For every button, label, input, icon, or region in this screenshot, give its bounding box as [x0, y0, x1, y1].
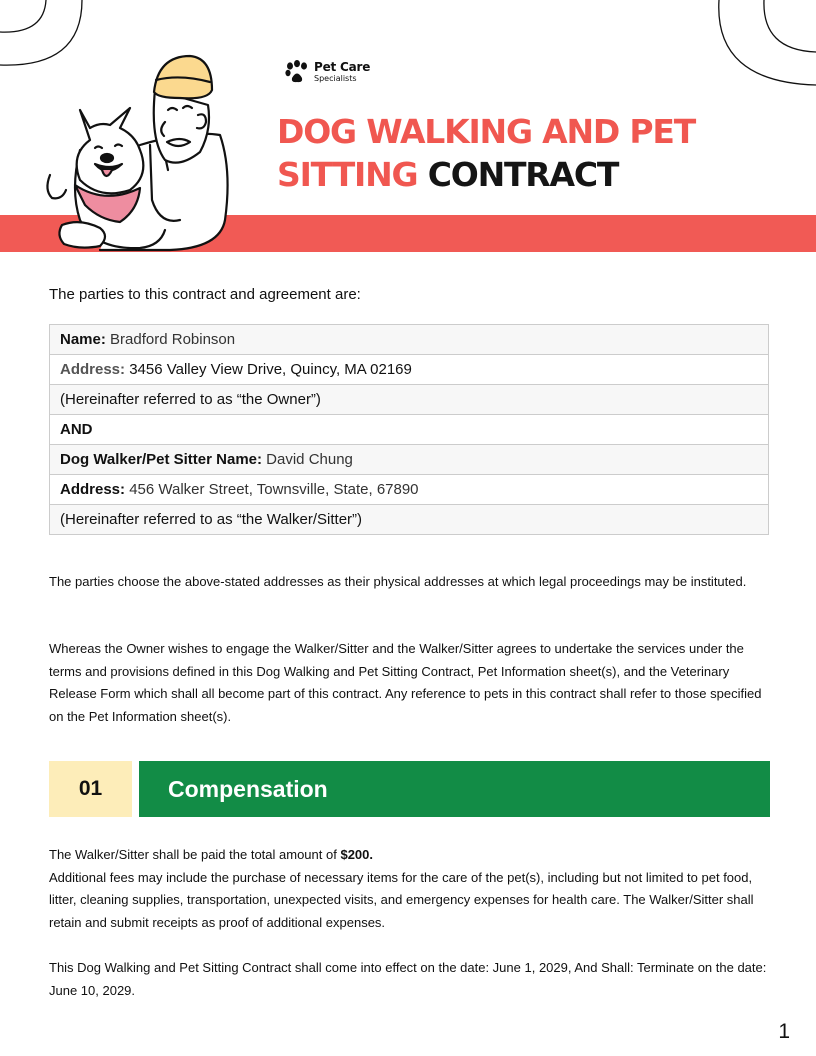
owner-name-label: Name: — [60, 331, 106, 348]
table-row — [50, 385, 769, 415]
man-and-dog-illustration — [40, 50, 240, 255]
paw-icon — [284, 60, 310, 84]
parties-table — [49, 324, 769, 535]
effective-dates-paragraph: This Dog Walking and Pet Sitting Contract shall come into effect on the date: June 1, 2029, And Shall: Terminate on the date: June 10, 2029. — [49, 960, 767, 998]
sitter-name-cell — [50, 445, 769, 475]
whereas-paragraph: Whereas the Owner wishes to engage the Walker/Sitter and the Walker/Sitter agrees to undertake the services under the terms and provisions defined in this Dog Walking and Pet Sitting Contract, Pet Information sheet(s), and the Veterinary Release Form which shall all become part of this contract. Any reference to pets in this contract shall refer to those specified on the Pet Information sheet(s). — [49, 641, 762, 724]
additional-fees-text: Additional fees may include the purchase of necessary items for the care of the pet(s), including but not limited to pet food, litter, cleaning supplies, transportation, unexpected visits, and emergency expenses for health care. The Walker/Sitter shall retain and submit receipts as proof of additional expenses. — [49, 869, 754, 930]
sitter-address-label: Address: — [60, 481, 126, 498]
intro-text: The parties to this contract and agreement are: — [49, 286, 361, 303]
owner-note-cell: (Hereinafter referred to as “the Owner”) — [50, 385, 769, 415]
table-row — [50, 475, 769, 505]
owner-address-label: Address: — [60, 361, 126, 378]
table-row — [50, 325, 769, 355]
sitter-note-cell: (Hereinafter referred to as “the Walker/Sitter”) — [50, 505, 769, 535]
table-row — [50, 505, 769, 535]
corner-arc-right-decoration — [716, 0, 816, 90]
owner-name-cell — [50, 325, 769, 355]
section-title: Compensation — [139, 761, 770, 817]
page-title — [277, 110, 777, 196]
table-row — [50, 415, 769, 445]
brand-subtitle: Specialists — [314, 74, 357, 83]
and-cell — [50, 415, 769, 445]
section-header-compensation — [49, 761, 770, 817]
and-label: AND — [60, 421, 93, 438]
sitter-name-label: Dog Walker/Pet Sitter Name: — [60, 451, 262, 468]
table-row — [50, 445, 769, 475]
sitter-address-cell — [50, 475, 769, 505]
owner-address-value: 3456 Valley View Drive, Quincy, MA 02169 — [129, 361, 412, 378]
compensation-paragraph — [49, 844, 769, 934]
paid-amount: $200. — [340, 847, 374, 862]
paid-prefix: The Walker/Sitter shall be paid the total amount of — [49, 847, 337, 862]
section-number: 01 — [49, 761, 132, 817]
owner-address-cell — [50, 355, 769, 385]
title-accent: DOG WALKING AND PET SITTING — [277, 112, 696, 194]
sitter-address-value: 456 Walker Street, Townsville, State, 67890 — [129, 481, 419, 498]
sitter-name-value: David Chung — [266, 451, 353, 468]
table-row — [50, 355, 769, 385]
owner-name-value: Bradford Robinson — [110, 331, 236, 348]
title-dark: CONTRACT — [427, 155, 619, 194]
brand-name: Pet Care — [314, 60, 371, 74]
addresses-paragraph: The parties choose the above-stated addresses as their physical addresses at which legal proceedings may be instituted. — [49, 574, 747, 589]
page-number: 1 — [778, 1020, 790, 1043]
brand-logo — [284, 60, 370, 84]
